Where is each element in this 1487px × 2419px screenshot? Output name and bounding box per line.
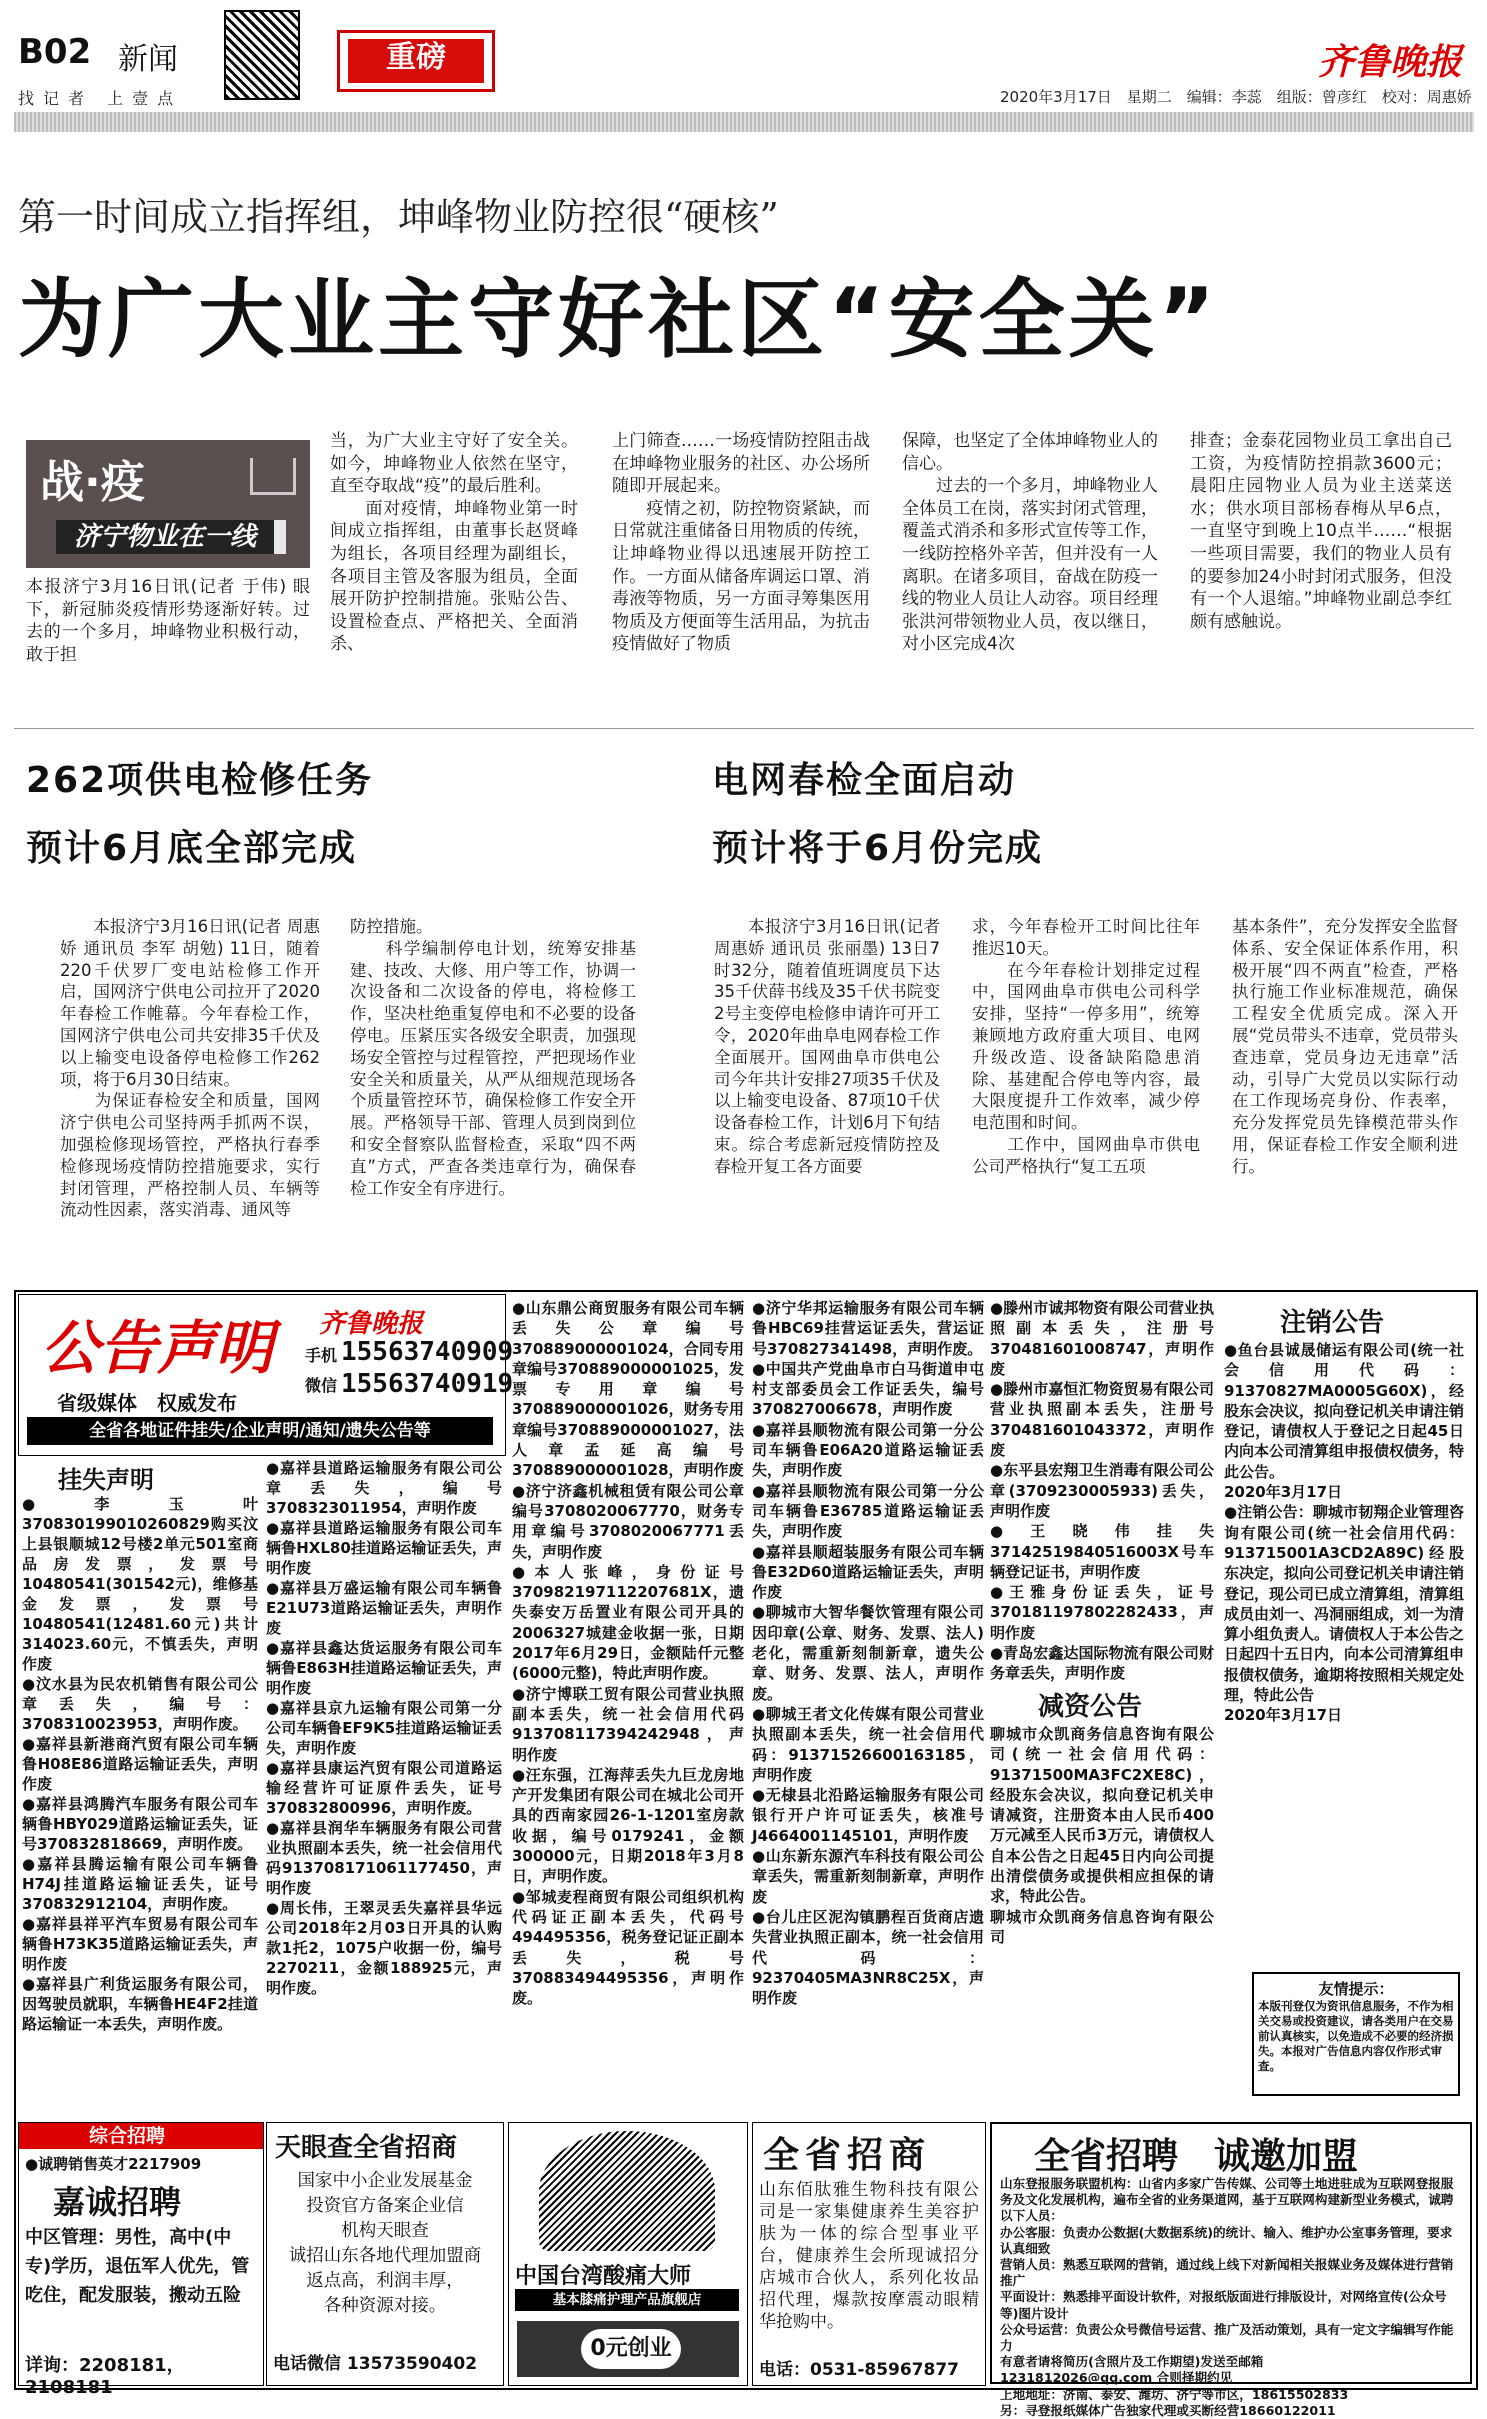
ad-logo: 齐鲁晚报 xyxy=(319,1309,424,1339)
story3-title-1: 电网春检全面启动 xyxy=(712,760,1017,801)
section-slogan: 找记者 上壹点 xyxy=(18,89,183,108)
section-name: 新闻 xyxy=(118,42,178,77)
newspaper-logo: 齐鲁晚报 xyxy=(1318,41,1463,83)
header-divider xyxy=(14,112,1474,132)
ad-column-1: ●李玉叶370830199010260829购买汶上县银顺城12号楼2单元501室商品房发票，发票号10480541(301542元)，维修基金发票，发票号10480541(12481.60元)共计314023.60元，不慎丢失，声明作废 ●汶水县为民农机销售有限公司公章丢失，编号：3708310023953，声明作废。 ●嘉祥县新港商汽贸有限公司车辆鲁H08E86道路运输证丢失，声明作废 ●嘉祥县鸿腾汽车服务有限公司车辆鲁HBY029道路运输证丢失，证号370832818669，声明作废。 ●嘉祥县腾运输有限公司车辆鲁H74J挂道路运输证丢失，证号370832912104，声明作废。 ●嘉祥县祥平汽车贸易有限公司车辆鲁H73K35道路运输证丢失，声明作废 ●嘉祥县广利货运服务有限公司，因驾驶员就职，车辆鲁HE4F2挂道路运输证一本丢失，声明作废。 xyxy=(22,1495,258,2033)
taiwan-title: 中国台湾酸痛大师 xyxy=(515,2264,692,2289)
phone-number-1: 15563740909 xyxy=(341,1337,514,1367)
phone-label-1: 手机 xyxy=(305,1346,338,1365)
capital-reduction-notice: 聊城市众凯商务信息咨询有限公司(统一社会信用代码：91371500MA3FC2XE8C)，经股东会决议，拟向登记机关申请减资，注册资本由人民币400万元减至人民币3万元，请债权人自本公告之日起45日内向公司提出清偿债务或提供相应担保的请求，特此公告。 聊城市众凯商务信息咨询有限公司 xyxy=(990,1725,1214,1946)
ad-category-bar: 全省各地证件挂失/企业声明/通知/遗失公告等 xyxy=(27,1417,493,1445)
house-icon xyxy=(250,458,296,495)
taiwan-zero-cost: 0元创业 xyxy=(581,2329,681,2369)
lead-col-3: 上门筛查……一场疫情防控阻击战在坤峰物业服务的社区、办公场所随即开展起来。 疫情之初，防控物资紧缺，而日常就注重储备日用物质的传统，让坤峰物业得以迅速展开防控工作。一方面从储备库调运口罩、消毒液等物质，另一方面寻筹集医用物质及方便面等生活用品，为抗击疫情做好了物质 xyxy=(612,431,870,655)
phone-number-2: 15563740919 xyxy=(341,1369,514,1399)
ad-column-2: ●嘉祥县道路运输服务有限公司公章丢失，编号3708323011954，声明作废 ●嘉祥县道路运输服务有限公司车辆鲁HXL80挂道路运输证丢失，声明作废 ●嘉祥县万盛运输有限公司车辆鲁E21U73道路运输证丢失，声明作废 ●嘉祥县鑫达货运服务有限公司车辆鲁E863H挂道路运输证丢失，声明作废 ●嘉祥县京九运输有限公司第一分公司车辆鲁EF9K5挂道路运输证丢失，声明作废 ●嘉祥县康运汽贸有限公司道路运输经营许可证原件丢失，证号370832800996，声明作废。 ●嘉祥县润华车辆服务有限公司营业执照副本丢失，统一社会信用代码913708171061177450，声明作废 ●周长伟，王翠灵丢失嘉祥县华远公司2018年2月03日开具的认购款1托2，1075户收据一份，编号2270211，金额188925元，声明作废。 xyxy=(266,1459,502,1997)
lost-notice-heading: 挂失声明 xyxy=(58,1466,154,1494)
investment-phone: 电话：0531-85967877 xyxy=(759,2360,959,2380)
lead-col-2: 当，为广大业主守好了安全关。如今，坤峰物业人依然在坚守，直至夺取战“疫”的最后胜利。 面对疫情，坤峰物业第一时间成立指挥组，由董事长赵贤峰为组长，各项目经理为副组长，各项目主管及客服为组员，全面展开防护控制措施。张贴公告、设置检查点、严格把关、全面消杀、 xyxy=(330,431,578,655)
taiwan-ad xyxy=(508,2122,748,2386)
tianyancha-title: 天眼查全省招商 xyxy=(275,2133,458,2163)
column-banner xyxy=(26,440,310,568)
jiacheng-title: 嘉诚招聘 xyxy=(53,2183,182,2221)
story2-col-2: 防控措施。 科学编制停电计划，统筹安排基建、技改、大修、用户等工作，协调一次设备和二次设备的停电，将检修工作，坚决杜绝重复停电和不必要的设备停电。压紧压实各级安全职责，加强现场安全管控与过程管控，严把现场作业安全关和质量关，从严从细规范现场各个质量管控环节，确保检修工作安全开展。严格领导干部、管理人员到岗到位和安全督察队监督检查，采取“四不两直”方式，严查各类违章行为，确保春检工作安全有序进行。 xyxy=(350,917,636,1198)
lead-kicker: 第一时间成立指挥组，坤峰物业防控很“硬核” xyxy=(18,195,779,239)
ad-column-5: ●滕州市诚邦物资有限公司营业执照副本丢失，注册号370481601008747，声明作废 ●滕州市嘉恒汇物资贸易有限公司营业执照副本丢失，注册号370481601043372，声明作废 ●东平县宏翔卫生消毒有限公司公章(3709230005933)丢失，声明作废 ●王晓伟挂失37142519840516003X号车辆登记证书，声明作废 ●王雅身份证丢失，证号370181197802282433，声明作废 ●青岛宏鑫达国际物流有限公司财务章丢失，声明作废 xyxy=(990,1299,1214,1683)
lead-col-4: 保障，也坚定了全体坤峰物业人的信心。 过去的一个多月，坤峰物业人全体员工在岗，落实封闭式管理，覆盖式消杀和多形式宣传等工作，一线防控格外辛苦，但并没有一人离职。在诸多项目，奋战在防疫一线的物业人员让人动容。项目经理张洪河带领物业人员，夜以继日，对小区完成4次 xyxy=(902,431,1158,655)
story2-title-1: 262项供电检修任务 xyxy=(26,760,374,801)
ad-slogan: 省级媒体 权威发布 xyxy=(57,1391,237,1415)
jiacheng-phone: 详询：2208181，2108181 xyxy=(25,2355,185,2398)
page-code: B02 xyxy=(18,32,92,72)
general-recruit-title: 综合招聘 xyxy=(89,2125,166,2147)
lead-headline: 为广大业主守好社区“安全关” xyxy=(18,270,1220,370)
ad-header-box xyxy=(18,1294,514,1456)
ad-column-4: ●济宁华邦运输服务有限公司车辆鲁HBC69挂营运证丢失，营运证号370827341498，声明作废。 ●中国共产党曲阜市白马街道申屯村支部委员会工作证丢失，编号370827006678，声明作废 ●嘉祥县顺物流有限公司第一分公司车辆鲁E06A20道路运输证丢失，声明作废 ●嘉祥县顺物流有限公司第一分公司车辆鲁E36785道路运输证丢失，声明作废 ●嘉祥县顺超装服务有限公司车辆鲁E32D60道路运输证丢失，声明作废 ●聊城市大智华餐饮管理有限公司因印章(公章、财务、发票、法人)老化，需重新刻制新章，遗失公章、财务、发票、法人，声明作废。 ●聊城王者文化传媒有限公司营业执照副本丢失，统一社会信用代码：91371526600163185，声明作废 ●无棣县北沿路运输服务有限公司银行开户许可证丢失，核准号J4664001145101，声明作废 ●山东新东源汽车科技有限公司公章丢失，需重新刻制新章，声明作废 ●台儿庄区泥沟镇鹏程百货商店遗失营业执照正副本，统一社会信用代码：92370405MA3NR8C25X，声明作废 xyxy=(752,1299,984,2008)
story3-col-3: 基本条件”，充分发挥安全监督体系、安全保证体系作用，积极开展“四不两直”检查，严格执行施工作业标准规范，确保工程安全优质完成。深入开展“党员带头不违章，党员带头查违章，党员身边无违章”活动，引导广大党员以实际行动在工作现场亮身份、作表率，充分发挥党员先锋模范带头作用，保证春检工作安全顺利进行。 xyxy=(1232,917,1458,1176)
lead-col-5: 排查；金泰花园物业员工拿出自己工资，为疫情防控捐款3600元；晨阳庄园物业人员为业主送菜送水；供水项目部杨春梅从早6点，一直坚守到晚上10点半……“根据一些项目需要，我们的物业人员有的要参加24小时封闭式服务，但没有一个人退缩。”坤峰物业副总李红颇有感触说。 xyxy=(1190,431,1452,632)
ad-column-3: ●山东鼎公商贸服务有限公司车辆丢失公章编号370889000001024，合同专用章编号370889000001025，发票专用章编号370889000001026，财务专用章编号370889000001027，法人章孟延高编号370889000001028，声明作废 ●济宁济鑫机械租赁有限公司公章编号3708020067770，财务专用章编号3708020067771丢失，声明作废 ●本人张峰，身份证号370982197112207681X，遗失泰安万岳置业有限公司开具的2006327城建金收据一张，日期2017年6月29日，金额陆仟元整(6000元整)，特此声明作废。 ●济宁博联工贸有限公司营业执照副本丢失，统一社会信用代码913708117394242948，声明作废 ●汪东强，江海萍丢失九巨龙房地产开发集团有限公司在城北公司开具的西南家园26-1-1201室房款收据，编号0179241，金额300000元，日期2018年3月8日，声明作废。 ●邹城麦程商贸有限公司组织机构代码证正副本丢失，代码号494495356，税务登记证正副本丢失，税号370883494495356，声明作废。 xyxy=(512,1299,744,2008)
announcement-title: 公告声明 xyxy=(41,1314,274,1382)
lead-col-1: 本报济宁3月16日讯(记者 于伟) 眼下，新冠肺炎疫情形势逐渐好转。过去的一个多月，坤峰物业积极行动，敢于担 xyxy=(26,577,310,665)
taiwan-subtitle: 基本膝痛护理产品旗舰店 xyxy=(515,2289,739,2311)
banner-title: 战·疫 xyxy=(40,457,145,508)
tip-text: 本版刊登仅为资讯信息服务，不作为相关交易或投资建议，请各类用户在交易前认真核实，以免造成不必要的经济损失。本报对广告信息内容仅作形式审查。 xyxy=(1258,1999,1454,2073)
tip-title: 友情提示： xyxy=(1318,1980,1394,1998)
story3-col-1: 本报济宁3月16日讯(记者 周惠娇 通讯员 张丽墨) 13日7时32分，随着值班调度员下达35千伏薛书线及35千伏书院变2号主变停电检修申请许可开工令，2020年曲阜电网春检工作全面展开。国网曲阜市供电公司今年共计安排27项35千伏及以上输变电设备、87项10千伏设备春检工作，计划6月下旬结束。综合考虑新冠疫情防控及春检开复工各方面要 xyxy=(714,917,946,1176)
investment-text: 山东佰肽雅生物科技有限公司是一家集健康养生美容护肤为一体的综合型事业平台，健康养生会所现诚招分店城市合伙人，系列化妆品招代理，爆款按摩震动眼精华抢购中。 xyxy=(759,2180,979,2332)
recruit-text: 山东登报服务联盟机构：山省内多家广告传媒、公司等土地进驻成为互联网登报服务及文化发展机构，遍布全省的业务渠道网，基于互联网构建新型业务模式，诚聘以下人员： 办公客服：负责办公数据(大数据系统)的统计、输入、维护办公室事务管理，要求认真细致 营销人员：熟悉互联网的营销，通过线上线下对新闻相关报媒业务及媒体进行营销推广 平面设计：熟悉排平面设计软件，对报纸版面进行排版设计，对网络宣传(公众号等)图片设计 公众号运营：负责公众号微信号运营、推广及活动策划，具有一定文字编辑写作能力 有意者请将简历(含照片及工作期望)发送至邮箱 1231812026@qq.com 合则择期约见 上地地址：济南、泰安、潍坊、济宁等市区，18615502833 另：寻登报纸媒体广告独家代理或买断经营18660122011 xyxy=(1000,2176,1454,2418)
recruit-box xyxy=(990,2122,1472,2418)
general-recruit-ad xyxy=(18,2122,264,2398)
dateline: 2020年3月17日 星期二 编辑：李蕊 组版：曾彦红 校对：周惠娇 xyxy=(1000,88,1472,106)
sales-recruit-line: ●诚聘销售英才2217909 xyxy=(25,2155,202,2173)
story2-col-1: 本报济宁3月16日讯(记者 周惠娇 通讯员 李军 胡勉) 11日，随着220千伏罗厂变电站检修工作开启，国网济宁供电公司拉开了2020年春检工作帷幕。今年春检工作，国网济宁供电公司共安排35千伏及以上输变电设备停电检修工作262项，将于6月30日结束。 为保证春检安全和质量，国网济宁供电公司坚持两手抓两不误，加强检修现场管控，严格执行春季检修现场疫情防控措施要求，实行封闭管理，严格控制人员、车辆等流动性因素，落实消毒、通风等 xyxy=(60,917,320,1220)
deregistration-notice: ●鱼台县诚晟储运有限公司(统一社会信用代码：91370827MA0005G60X)，经股东会决议，拟向登记机关申请注销登记，请债权人于登记之日起45日内向本公司清算组申报债权债务，特此公告。 2020年3月17日 ●注销公告：聊城市韧翔企业管理咨询有限公司(统一社会信用代码：913715001A3CD2A89C)经股东决定，拟向公司登记机关申请注销登记，现公司已成立清算组，清算组成员由刘一、冯洞丽组成，刘一为清算小组负责人。请债权人于本公告之日起四十五日内，向本公司清算组申报债权债务，逾期将按照相关规定处理，特此公告 2020年3月17日 xyxy=(1224,1341,1465,1725)
tianyancha-text: 国家中小企业发展基金 投资官方备案企业信 机构天眼查 诚招山东各地代理加盟商 返点高，利润丰厚， 各种资源对接。 xyxy=(288,2171,482,2316)
jiacheng-text: 中区管理：男性，高中(中专)学历，退伍军人优先，管吃住，配发服装，搬动五险 xyxy=(25,2227,250,2306)
investment-title: 全省招商 xyxy=(763,2135,932,2176)
recruit-title: 全省招聘 诚邀加盟 xyxy=(1034,2136,1359,2177)
section-tag: 重磅 xyxy=(337,30,495,92)
tianyancha-phone: 电话微信 13573590402 xyxy=(273,2354,478,2374)
capital-reduction-heading: 减资公告 xyxy=(1038,1692,1143,1722)
story2-title-2: 预计6月底全部完成 xyxy=(26,828,358,869)
phone-label-2: 微信 xyxy=(305,1376,338,1395)
investment-ad xyxy=(752,2122,986,2386)
tianyancha-ad xyxy=(266,2122,504,2386)
story3-title-2: 预计将于6月份完成 xyxy=(712,828,1044,869)
portrait-image xyxy=(539,2131,715,2251)
qr-code-icon[interactable] xyxy=(224,10,300,100)
banner-subtitle: 济宁物业在一线 xyxy=(56,520,286,554)
deregistration-heading: 注销公告 xyxy=(1280,1308,1385,1338)
story3-col-2: 求，今年春检开工时间比往年推迟10天。 在今年春检计划排定过程中，国网曲阜市供电公司科学安排，坚持“一停多用”，统筹兼顾地方政府重大项目、电网升级改造、设备缺陷隐患消除、基建配合停电等内容，最大限度提升工作效率，减少停电范围和时间。 工作中，国网曲阜市供电公司严格执行“复工五项 xyxy=(972,917,1200,1176)
section-divider xyxy=(14,728,1474,729)
friendly-tip-box xyxy=(1252,1972,1460,2096)
